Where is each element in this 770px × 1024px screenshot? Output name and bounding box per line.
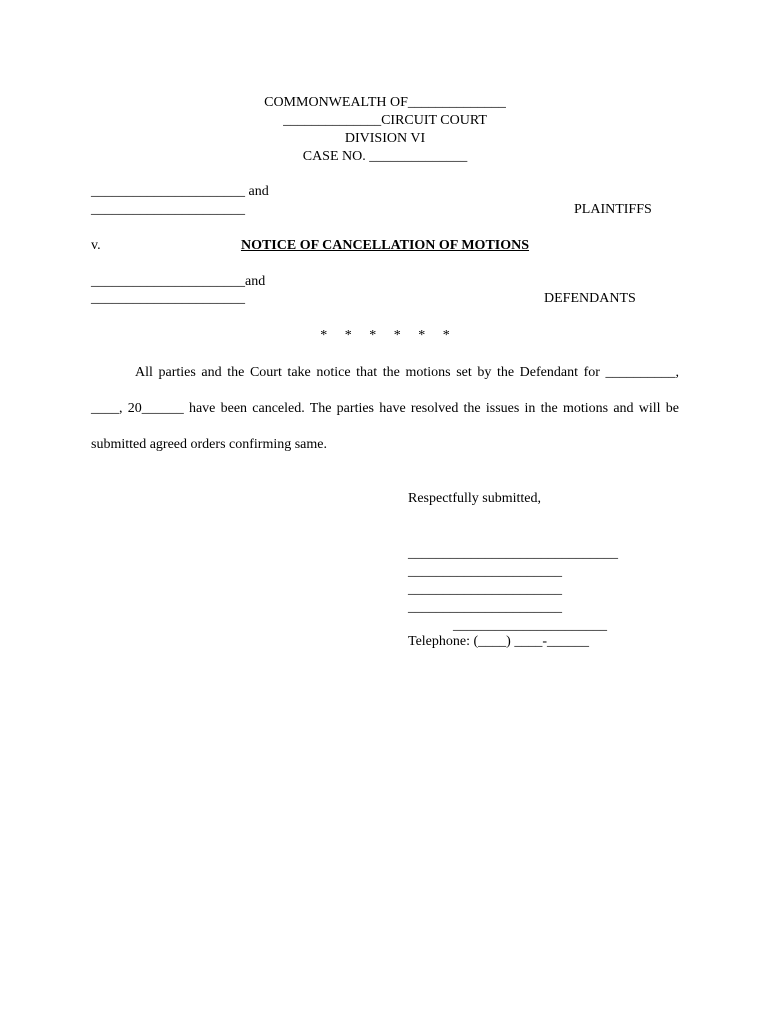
asterisk-separator: * * * * * *	[320, 328, 450, 343]
signature-line-1: ______________________________	[408, 546, 618, 561]
signature-line-2: ______________________	[408, 564, 562, 579]
defendants-label: DEFENDANTS	[544, 291, 636, 306]
signature-line-4: ______________________	[408, 600, 562, 615]
circuit-court-line: ______________CIRCUIT COURT	[283, 113, 487, 128]
plaintiffs-label: PLAINTIFFS	[574, 202, 652, 217]
case-number-line: CASE NO. ______________	[302, 149, 468, 164]
court-heading	[0, 94, 770, 166]
signature-line-3: ______________________	[408, 582, 562, 597]
closing-text: Respectfully submitted,	[408, 491, 541, 506]
notice-paragraph	[91, 355, 679, 463]
commonwealth-line: COMMONWEALTH OF______________	[264, 95, 506, 110]
versus-label: v.	[91, 238, 101, 253]
defendant-blank-1: ______________________and	[91, 274, 266, 289]
signature-line-5: ______________________	[453, 618, 607, 633]
document-title: NOTICE OF CANCELLATION OF MOTIONS	[240, 238, 530, 253]
plaintiff-blank-1: ______________________ and	[91, 184, 269, 199]
plaintiff-blank-2: ______________________	[91, 202, 245, 217]
telephone-line: Telephone: (____) ____-______	[408, 634, 589, 649]
division-line: DIVISION VI	[344, 131, 426, 146]
notice-text: All parties and the Court take notice that the motions set by the Defendant for __________, ____, 20______ have been canceled. The parties have resolved the issues in the motions and will be submitted agreed orders confirming same.	[91, 365, 679, 452]
defendant-blank-2: ______________________	[91, 291, 245, 306]
